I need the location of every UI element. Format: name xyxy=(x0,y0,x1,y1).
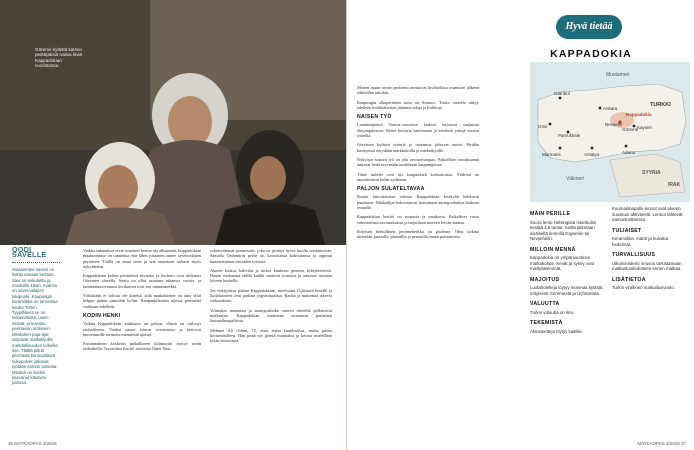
label-syria: SYYRIA xyxy=(642,170,661,176)
paragraph: Monen muun tavoin perheeni asettuivat kiviluolissa asumisen jälkeen vähitellen taloihin. xyxy=(357,85,479,96)
info-text: Turkin valuutta on liira. xyxy=(530,309,575,315)
paragraph: Ihtiyisen herkullinen perinneherkku on gözleme. Ohut taikina täytetään juustolla, pinaatilla ja perunalla ennen paistamista. xyxy=(357,228,479,240)
city-dot xyxy=(599,107,602,110)
label-turkey: TURKKI xyxy=(650,102,671,108)
page-folio-left: 36 MATKAOPAS 3/2018 xyxy=(8,441,57,446)
info-heading: MÄIN PERILLE xyxy=(530,211,571,217)
paragraph: Voimakas maaseutu ja auringonlasku vuoren rinteellä palkitsevat matkaajan. Kappadokian maisemat avautuvat parhaiten kuumailmapallosta. xyxy=(210,307,332,324)
city-dot xyxy=(625,145,628,148)
info-heading: TULIAISET xyxy=(612,227,642,234)
left-sidebar-text: Sulasemme savesi on lisätty useaan kertaan. Savi on sekoitettu ja muotoiltu käsin. Avanos on savenvalajien kaupunki. Kaupungin keramiikka on tunnettua kautta Turkin. Tyypillisesti se on kirkasväristä, usein sinistä, ja kuvioitu perinteisin motiivein. Mestarien paja-ajat tarjoavat matkailijoille mahdollisuuden kokeilla itse. Täällä pitkiä perinteitä kunnioittavat sukupolvet jatkavat työtään saman savesta. Mestari on itsekin kasvanut käsityön parissa. xyxy=(12,266,58,386)
paragraph: Göreisten kylässä syöntiä ja tuotantoa johtavat naiset. Heidän käsityönsä myydään markkinoilla ja matkailijoille. xyxy=(357,142,479,153)
paragraph: Vaikka sukunaiset eivät osaaneet kertoa iän alkuperää, Kappadokian maakunnassa on tunnettua että lähes jokainen tuntee savenvalajien perinteen. Täällä on omat tavat ja sitä seurataan tarkasti myös nykyäänkin. xyxy=(83,248,201,269)
info-heading: TURVALLISUUS xyxy=(612,252,656,258)
city-dot xyxy=(559,97,562,100)
paragraph: Kaupungin alkuperäinen nimi on Sinasos. Turtin varrella näkyy edelleen kreikkalaisten jättämiä taloja ja kirkkoja. xyxy=(357,99,479,110)
info-text: Kuumailmapallo-lennot ovat alueen suosituin aktiviteetti. Lennot lähtevät aamunkoitteessa. xyxy=(612,206,683,222)
label-mediterranean: Välimeri xyxy=(566,176,585,182)
map-title: KAPPADOKIA xyxy=(550,48,632,60)
info-text: Luolahotelleja löytyy monesta kylästä, erityisesti Göremestä ja Üçhisarista. xyxy=(530,285,604,296)
label-pamukkale: Pamukkale xyxy=(558,133,581,138)
info-heading: MILLOIN MENNÄ xyxy=(530,246,576,253)
info-text: Kappadokia on ympärivuotinen matkakohde. Kevät ja syksy ovat miellyttävimmät. xyxy=(530,255,594,271)
label-ankara: Ankara xyxy=(603,106,618,111)
article-column-3 xyxy=(357,85,479,244)
photo-caption: Göreme kylästä katsoo peittäpäisiä naisia kiviä Kappadokian vuoristossa. xyxy=(35,47,82,69)
section-heading: NAISEN TYÖ xyxy=(357,114,392,121)
city-dot xyxy=(559,147,562,150)
label-nevsehir: Nevşehir xyxy=(605,122,623,127)
label-kayseri: Kayseri xyxy=(637,125,653,130)
label-istanbul: Istanbul xyxy=(554,91,570,96)
left-sidebar-heading: OODI SAVELLE xyxy=(12,247,47,260)
article-column-2 xyxy=(210,248,332,347)
page-folio-right: MATKAOPAS 3/2018 37 xyxy=(637,441,686,446)
paragraph: Yöksikään ei tulosta ole kiirettä, sillä matkalaisten on aina ollut helppo palata samoihin kyliin. Kaupunkilaisten arjessa perinteitä vaalitaan edelleen. xyxy=(83,293,201,309)
paragraph: Alueen koulut, kahvilat ja kirkot kuuluvat pieneen kyläyhteisöön. Hänen mukaansa täällä kaikki tuntevat toisensa ja auttavat toisiaan kiireen keskellä. xyxy=(210,267,332,284)
info-text: Aktiviteetteja löytyy kaikille. xyxy=(530,328,583,334)
info-text: Ulkoministeriö neuvoo tarkistamaan matkustustiedotteen ennen matkaa. xyxy=(612,260,682,271)
paragraph: Ihtarin lumottavassa valossa Kappadokian kivikylät hehkuvat punaisina. Matkailijat kokoontuvat katsomaan auringonlaskua laakson reunalle. xyxy=(357,194,479,211)
paragraph: Jos vieläjoskus palaan Kappadokiaan, mielestäni Üçhisarin hotellit ja luolahuoneet ovat parhaat yöpymispaikat. Rauha ja maisemat tekevät vaikutuksen. xyxy=(210,287,332,304)
paragraph: Mehmet Ali Orhan, 72, asuu ensin Istanbulissa, mutta palasi kotiseudulleen. Hän pitää nyt pientä majataloa ja kertoo mielellään kylän historiasta. xyxy=(210,327,332,344)
good-to-know-badge: Hyvä tietää xyxy=(556,15,622,39)
city-dot xyxy=(549,123,552,126)
right-sidebar-col-b xyxy=(612,206,686,293)
paragraph: Kappadokian keittiö on runsasta ja maukasta. Paikalliset ruoat valmistetaan saviruukuissa ja tarjoillaan tuoreen leivän kanssa. xyxy=(357,214,479,225)
section-heading: PALJON SULATELTAVAA xyxy=(357,186,425,193)
left-sidebar xyxy=(12,248,60,386)
label-antalya: Antalya xyxy=(584,152,600,157)
info-heading: MAJOITUS xyxy=(530,276,560,283)
info-text: Keramiikka, matot ja kuivatut hedelmät. xyxy=(612,236,669,247)
right-sidebar-col-a xyxy=(530,206,604,336)
divider xyxy=(12,262,60,263)
article-column-1 xyxy=(83,248,201,356)
info-heading: VALUUTTA xyxy=(530,301,560,307)
label-goreme: Göreme xyxy=(622,127,639,132)
paragraph: Ensimmäinen kosketus paikalliseen kulttuuriin syntyy usein teehetkellä. Tervetuloa kotiin! toivottaa Ömer Nair. xyxy=(83,341,201,352)
label-black-sea: Mustameri xyxy=(606,72,630,78)
info-text: Suora lento Helsingistä Istanbuliin kestää 3,5 tuntia. Sieltä jatketaan sisäisellä lennolla Kayseriin tai Nevşehiriin. xyxy=(530,219,597,241)
info-text: Turkin virallinen matkailusivusto. xyxy=(612,285,676,290)
cover-photo xyxy=(0,0,347,245)
section-heading: KODIN HENKI xyxy=(83,312,121,319)
label-iraq: IRAK xyxy=(668,182,681,188)
paragraph: Luonnonpuiset Taurus-vuoriston laaksot tarjoavat suojaisan elinympäristön. Naiset hoitavat kasvimaita ja keräävät yrttejä vuoren rinteiltä. xyxy=(357,122,479,139)
paragraph: Kappadokian kylien perinteiset kivitalot ja luolasto ovat säilyneet Göremen alueella. Seutu on ollut asuttuna tuhansia vuosia, ja luonnonmuovaamat kivikartiot ovat sen tunnusmerkki. xyxy=(83,273,201,289)
label-marmaris: Marmaris xyxy=(542,152,561,157)
label-kappadokia: Kappadokia xyxy=(626,112,652,117)
city-dot xyxy=(591,147,594,150)
paragraph: Nykyisin naisten työ on yhä arvostetumpaa. Paikalliset osuuskunnat auttavat heitä myymään tuotteitaan kaupungeissa. xyxy=(357,156,479,168)
photo-illustration xyxy=(0,0,347,245)
paragraph: sokeroottomat pormestari, joka on pitänyt hyvin huolta torstaitorista. Samalla Özdemirin perhe on kasvattanut kahvilaansa ja oppinut kuuntelemaan vieraiden toiveita. xyxy=(210,248,332,264)
label-izmir: Izmir xyxy=(538,124,548,129)
paragraph: Vaikka Kappadokian asukkaita on paljon, elämä on säilynyt rauhallisena. Vanhat naiset istuvat ovensuussa ja kertovat nuoremmille tarinoita menneistä ajoista. xyxy=(83,321,201,337)
map-turkey xyxy=(530,62,690,202)
label-adana: Adana xyxy=(622,150,636,155)
paragraph: Tilme tuttelet ovat nyt kaupunkien keskustoissa. Yhdessä ne muodostavat kylän sydämen. xyxy=(357,171,479,182)
info-heading: LISÄTIETOA xyxy=(612,276,646,283)
info-heading: TEKEMISTÄ xyxy=(530,320,563,326)
